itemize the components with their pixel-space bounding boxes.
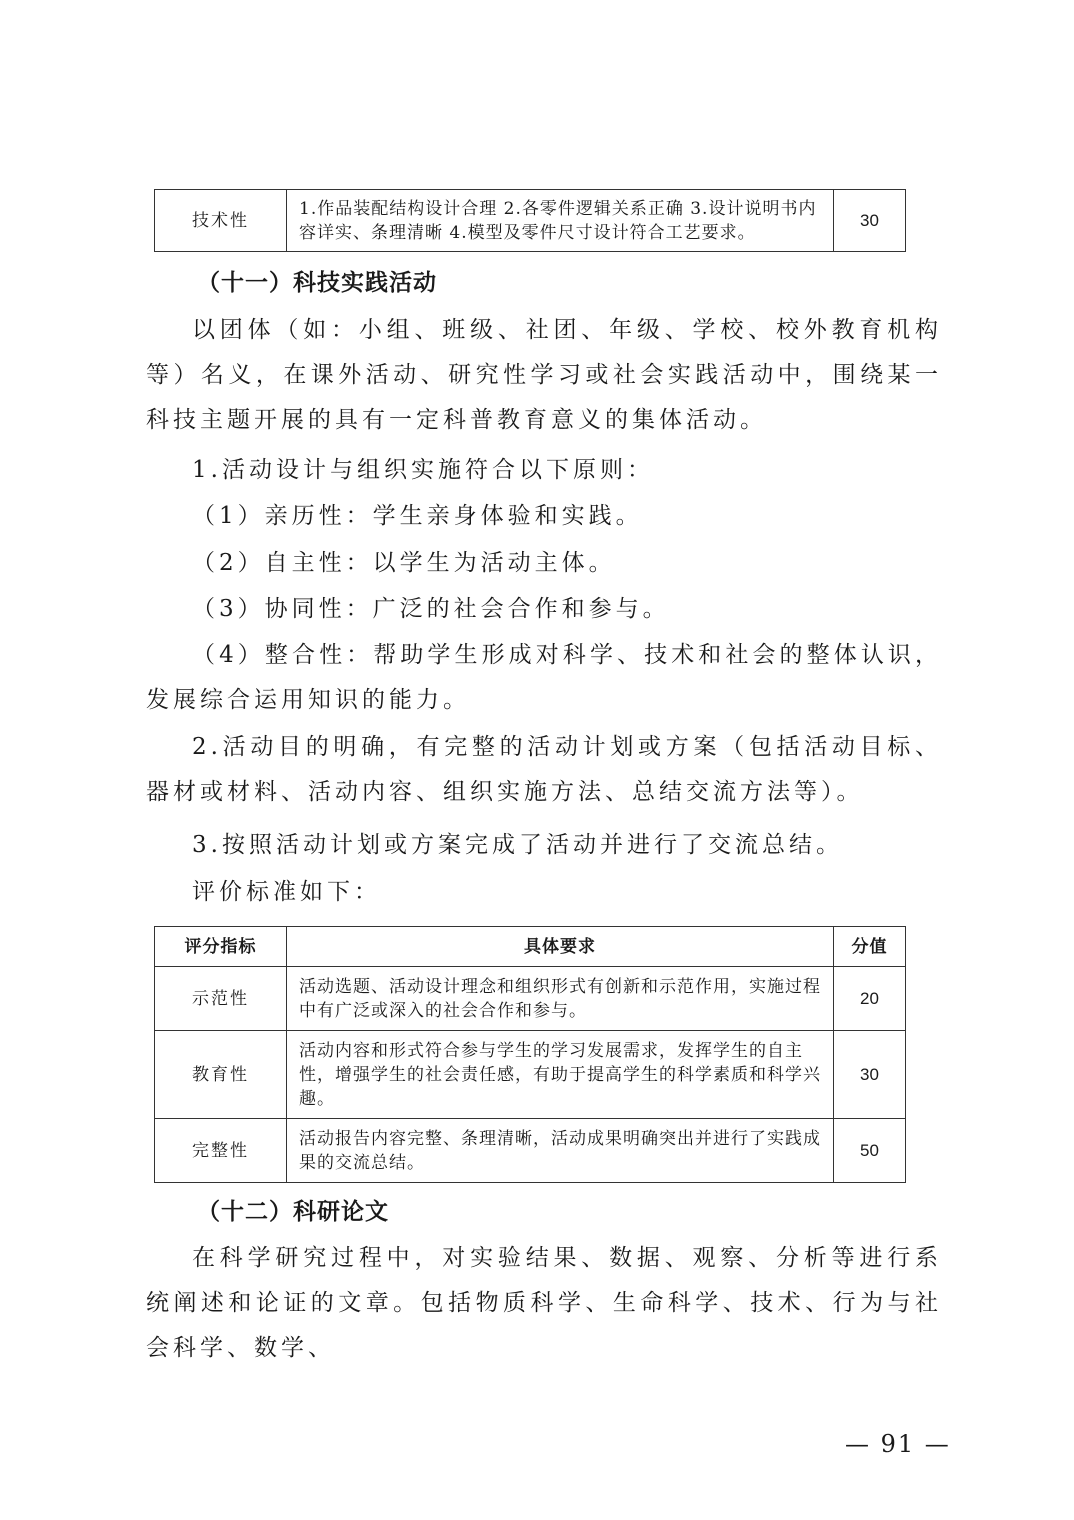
criterion-name: 技术性	[155, 190, 287, 252]
criterion-requirement: 1.作品装配结构设计合理 2.各零件逻辑关系正确 3.设计说明书内容详实、条理清晰 4.模型及零件尺寸设计符合工艺要求。	[287, 190, 834, 252]
column-header: 具体要求	[287, 927, 834, 967]
principle-item: （3）协同性：广泛的社会合作和参与。	[192, 596, 670, 622]
section-heading: （十二）科研论文	[197, 1198, 389, 1225]
criterion-score: 30	[834, 1031, 906, 1119]
section-heading: （十一）科技实践活动	[197, 269, 437, 296]
requirement-item: 2.活动目的明确，有完整的活动计划或方案（包括活动目标、器材或材料、活动内容、组织实施方法、总结交流方法等）。	[146, 734, 942, 805]
criterion-score: 30	[834, 190, 906, 252]
criterion-score: 20	[834, 967, 906, 1031]
table-row	[155, 1119, 906, 1183]
criterion-requirement: 活动报告内容完整、条理清晰，活动成果明确突出并进行了实践成果的交流总结。	[287, 1119, 834, 1183]
table-header-row	[155, 927, 906, 967]
principle-item: （1）亲历性：学生亲身体验和实践。	[192, 503, 643, 529]
criterion-name: 教育性	[155, 1031, 287, 1119]
column-header: 分值	[834, 927, 906, 967]
criterion-name: 示范性	[155, 967, 287, 1031]
evaluation-criteria-table	[154, 926, 906, 1183]
table-row	[155, 967, 906, 1031]
criterion-score: 50	[834, 1119, 906, 1183]
criterion-requirement: 活动内容和形式符合参与学生的学习发展需求，发挥学生的自主性，增强学生的社会责任感，有助于提高学生的科学素质和科学兴趣。	[287, 1031, 834, 1119]
table-row	[155, 1031, 906, 1119]
page-number: — 91 —	[845, 1430, 951, 1458]
requirement-item: 3.按照活动计划或方案完成了活动并进行了交流总结。	[192, 832, 843, 858]
table-row	[155, 190, 906, 252]
principle-item-wrapped: （4）整合性：帮助学生形成对科学、技术和社会的整体认识，发展综合运用知识的能力。	[146, 642, 942, 713]
principle-list-lead: 1.活动设计与组织实施符合以下原则：	[192, 457, 654, 483]
criteria-lead-text: 评价标准如下：	[192, 879, 381, 905]
section-intro-paragraph: 以团体（如：小组、班级、社团、年级、学校、校外教育机构等）名义，在课外活动、研究性学习或社会实践活动中，围绕某一科技主题开展的具有一定科普教育意义的集体活动。	[146, 317, 942, 433]
scoring-table-continued	[154, 189, 906, 252]
column-header: 评分指标	[155, 927, 287, 967]
criterion-requirement: 活动选题、活动设计理念和组织形式有创新和示范作用，实施过程中有广泛或深入的社会合作和参与。	[287, 967, 834, 1031]
criterion-name: 完整性	[155, 1119, 287, 1183]
section-intro-paragraph: 在科学研究过程中，对实验结果、数据、观察、分析等进行系统阐述和论证的文章。包括物质科学、生命科学、技术、行为与社会科学、数学、	[146, 1245, 942, 1361]
principle-item: （2）自主性：以学生为活动主体。	[192, 550, 616, 576]
